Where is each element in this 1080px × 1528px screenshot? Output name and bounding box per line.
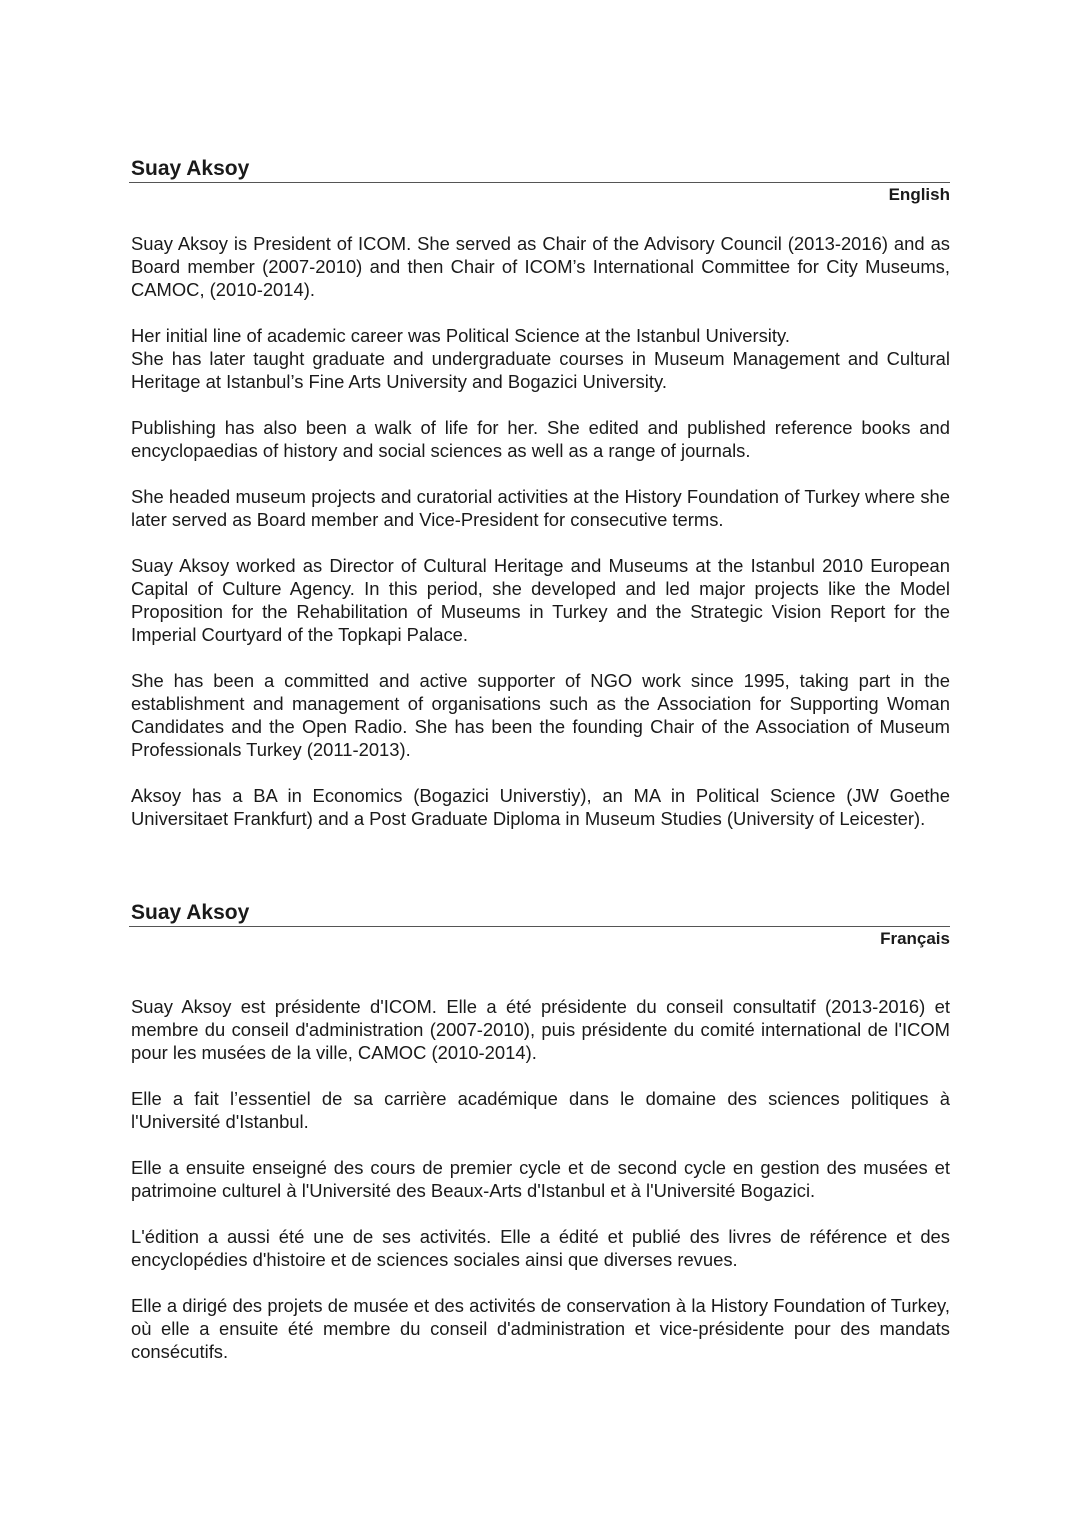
bio-paragraph (129, 554, 950, 646)
bio-text: She headed museum projects and curatorial activities at the History Foundation of Turkey where she later served as Board member and Vice-President for consecutive terms. (131, 486, 950, 530)
bio-text: L'édition a aussi été une de ses activités. Elle a édité et publié des livres de référence et des encyclopédies d'histoire et de sciences sociales ainsi que diverses revues. (131, 1226, 950, 1270)
bio-paragraph (129, 232, 950, 301)
bio-text: Suay Aksoy est présidente d'ICOM. Elle a été présidente du conseil consultatif (2013-2016) et membre du conseil d'administration (2007-2010), puis présidente du comité international de l'ICOM pour les musées de la ville, CAMOC (2010-2014). (131, 996, 950, 1063)
bio-text: Publishing has also been a walk of life for her. She edited and published reference books and encyclopaedias of history and social sciences as well as a range of journals. (131, 417, 950, 461)
bio-paragraph (129, 485, 950, 531)
bio-paragraph (129, 1225, 950, 1271)
bio-paragraph (129, 324, 950, 393)
bio-text: She has been a committed and active supporter of NGO work since 1995, taking part in the establishment and management of organisations such as the Association for Supporting Woman Candidates and the Open Radio. She has been the founding Chair of the Association of Museum Professionals Turkey (2011-2013). (131, 670, 950, 760)
bio-text: Suay Aksoy is President of ICOM. She served as Chair of the Advisory Council (2013-2016) and as Board member (2007-2010) and then Chair of ICOM’s International Committee for City Museums, CAMOC, (2010-2014). (131, 233, 950, 300)
section-title-english: Suay Aksoy (131, 157, 250, 180)
bio-paragraph (129, 1156, 950, 1202)
bio-paragraph (129, 995, 950, 1064)
bio-text: Her initial line of academic career was Political Science at the Istanbul University. (131, 325, 790, 346)
french-body (129, 995, 950, 1363)
bio-text: Elle a ensuite enseigné des cours de premier cycle et de second cycle en gestion des musées et patrimoine culturel à l'Université des Beaux-Arts d'Istanbul et à l'Université Bogazici. (131, 1157, 950, 1201)
bio-paragraph (129, 784, 950, 830)
bio-text: Aksoy has a BA in Economics (Bogazici Universtiy), an MA in Political Science (JW Goethe Universitaet Frankfurt) and a Post Graduate Diploma in Museum Studies (University of Leicester). (131, 785, 950, 829)
bio-text: Suay Aksoy worked as Director of Cultural Heritage and Museums at the Istanbul 2010 European Capital of Culture Agency. In this period, she developed and led major projects like the Model Proposition for the Rehabilitation of Museums in Turkey and the Strategic Vision Report for the Imperial Courtyard of the Topkapi Palace. (131, 555, 950, 645)
bio-text: She has later taught graduate and undergraduate courses in Museum Management and Cultural Heritage at Istanbul’s Fine Arts University and Bogazici University. (131, 348, 950, 392)
heading-divider (129, 926, 950, 927)
bio-text: Elle a dirigé des projets de musée et des activités de conservation à la History Foundation of Turkey, où elle a ensuite été membre du conseil d'administration et vice-présidente pour des mandats consécutifs. (131, 1295, 950, 1362)
bio-paragraph (129, 416, 950, 462)
french-section (129, 900, 950, 1386)
heading-divider (129, 182, 950, 183)
bio-paragraph (129, 1087, 950, 1133)
bio-paragraph (129, 1294, 950, 1363)
bio-text: Elle a fait l’essentiel de sa carrière académique dans le domaine des sciences politiques à l'Université d'Istanbul. (131, 1088, 950, 1132)
language-label-french: Français (880, 929, 950, 948)
section-title-french: Suay Aksoy (131, 901, 250, 924)
english-body (129, 232, 950, 830)
language-label-english: English (888, 185, 950, 204)
english-section (129, 156, 950, 853)
bio-paragraph (129, 669, 950, 761)
